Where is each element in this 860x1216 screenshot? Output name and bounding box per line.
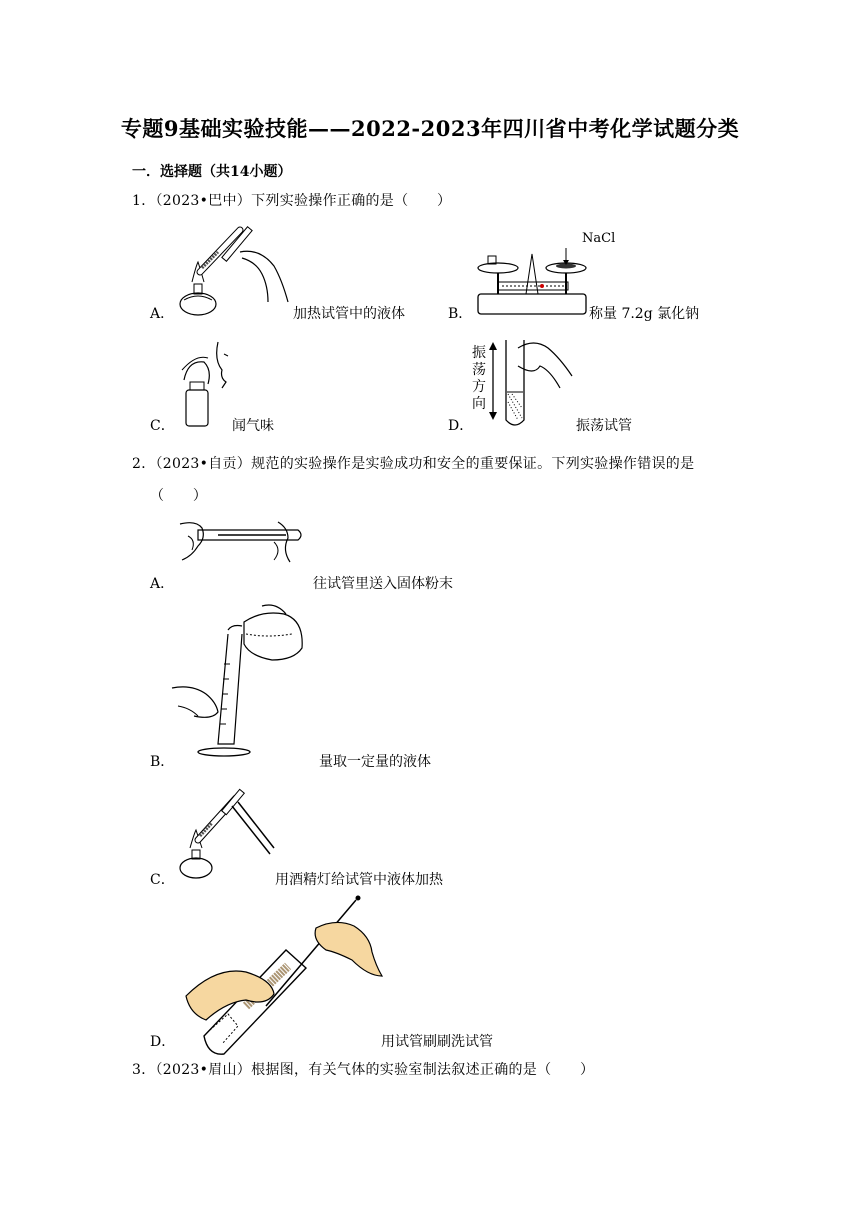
alcohol-lamp-heating-icon (170, 222, 290, 322)
q2-option-d-letter: D． (150, 1034, 176, 1050)
q1-option-b-caption: 称量 7.2g 氯化钠 (589, 306, 700, 322)
question-3-stem: 3．（2023•眉山）根据图，有关气体的实验室制法叙述正确的是（ ） (132, 1062, 595, 1078)
smelling-gas-icon (178, 340, 238, 430)
powder-into-test-tube-icon (178, 516, 308, 566)
q2-option-b-caption: 量取一定量的液体 (319, 754, 431, 770)
q1-option-c-letter: C． (150, 418, 175, 434)
q2-option-a-caption: 往试管里送入固体粉末 (313, 576, 453, 592)
page-title: 专题9基础实验技能——2022-2023年四川省中考化学试题分类 (120, 116, 740, 141)
nacl-label: NaCl (582, 231, 616, 246)
section-heading: 一．选择题（共14小题） (132, 164, 292, 180)
alcohol-lamp-heating-icon (176, 788, 276, 884)
q1-option-c-caption: 闻气味 (232, 418, 274, 434)
q2-option-c-caption: 用酒精灯给试管中液体加热 (275, 872, 443, 888)
q1-option-b-letter: B． (448, 306, 473, 322)
q1-option-a-caption: 加热试管中的液体 (293, 306, 405, 322)
q2-option-d-caption: 用试管刷刷洗试管 (381, 1034, 493, 1050)
q1-option-d-letter: D． (448, 418, 474, 434)
q1-option-d-caption: 振荡试管 (576, 418, 632, 434)
q1-option-a-letter: A． (150, 306, 175, 322)
test-tube-brush-icon (176, 896, 396, 1056)
question-1-stem: 1．（2023•巴中）下列实验操作正确的是（ ） (132, 193, 452, 209)
measuring-cylinder-pouring-icon (172, 604, 312, 764)
balance-scale-icon (472, 236, 592, 318)
question-2-stem-line1: 2．（2023•自贡）规范的实验操作是实验成功和安全的重要保证。下列实验操作错误的是 (132, 456, 695, 472)
q2-option-c-letter: C． (150, 872, 175, 888)
q2-option-b-letter: B． (150, 754, 175, 770)
shake-direction-label: 振荡方向 (472, 345, 486, 412)
shaking-test-tube-icon (488, 336, 578, 432)
q2-option-a-letter: A． (150, 576, 175, 592)
question-2-stem-line2: （ ） (150, 488, 208, 504)
